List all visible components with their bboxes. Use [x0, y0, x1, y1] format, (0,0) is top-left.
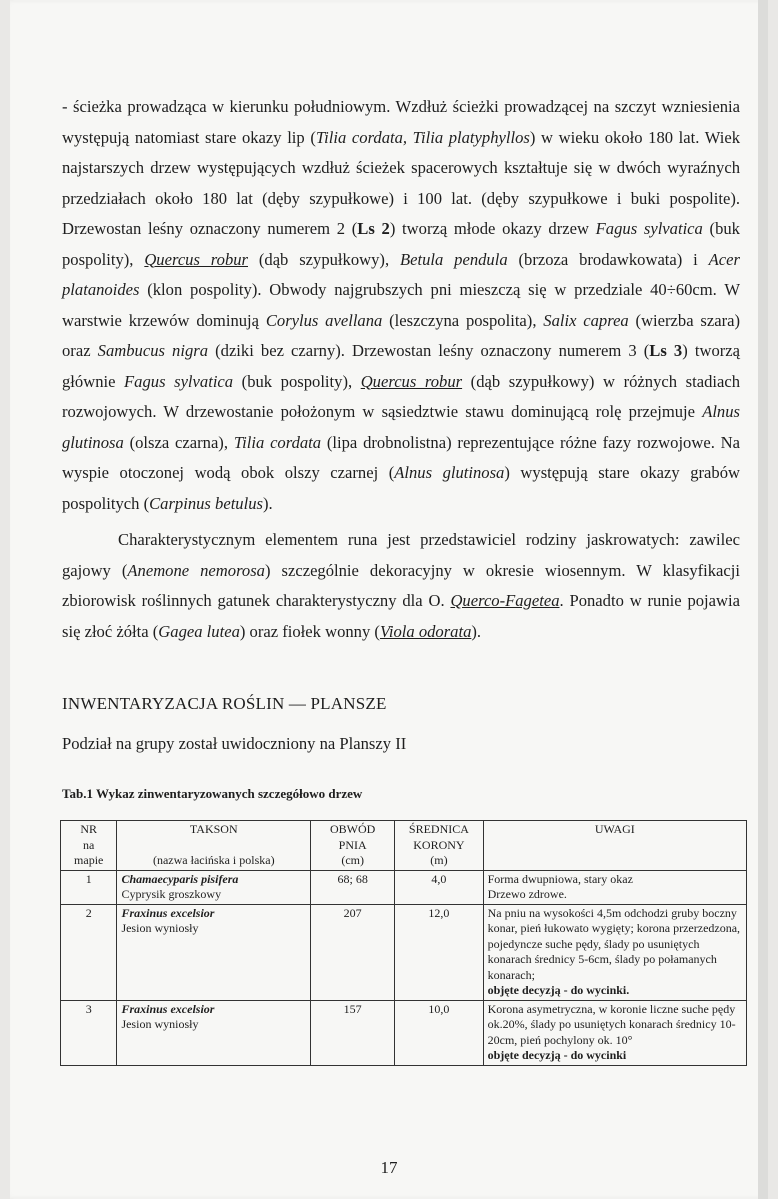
- cell-takson: [117, 904, 311, 1000]
- latin-name: Fraxinus excelsior: [121, 1001, 215, 1016]
- text-segment-p2-7: Viola odorata: [379, 621, 472, 641]
- polish-name: Jesion wyniosły: [121, 1017, 199, 1031]
- cell-takson: [117, 1000, 311, 1065]
- uwagi-line: Na pniu na wysokości 4,5m odchodzi gruby boczny konar, pień łukowato wygięty; korona przerzedzona, pojedyncze suche pędy, ślady po usuniętych konarach średnicy 5-6cm, ślady po połamanych konarach;: [487, 905, 741, 982]
- cell-nr: 2: [61, 904, 117, 1000]
- cell-srednica: 10,0: [395, 1000, 483, 1065]
- cell-uwagi: [483, 904, 746, 1000]
- text-segment-p2-5: Gagea lutea: [158, 621, 240, 641]
- text-segment-p1-25: Alnus glutinosa: [62, 402, 740, 452]
- text-segment-p2-3: Querco-Fagetea: [450, 591, 560, 610]
- decision-note: objęte decyzją - do wycinki.: [487, 983, 630, 997]
- body-text: [62, 92, 740, 647]
- table-body: [61, 870, 747, 1065]
- decision-note: objęte decyzją - do wycinki: [487, 1048, 627, 1062]
- cell-obwod: 207: [311, 904, 395, 1000]
- uwagi-line: Korona asymetryczna, w koronie liczne suche pędy ok.20%, ślady po usuniętych konarach średnicy 10-20cm, pień pochylony ok. 10°: [487, 1001, 736, 1047]
- cell-uwagi: [483, 1000, 746, 1065]
- text-segment-p1-3: Ls 2: [357, 219, 390, 238]
- text-segment-p1-1: Tilia cordata, Tilia platyphyllos: [315, 127, 530, 147]
- document-page: [10, 0, 768, 1199]
- latin-name: Fraxinus excelsior: [121, 905, 215, 920]
- table-header-row: [61, 821, 747, 871]
- table-row: [61, 870, 747, 904]
- text-segment-p1-13: Corylus avellana: [265, 310, 383, 330]
- paragraph-2: Charakterystycznym elementem runa jest przedstawiciel rodziny jaskrowatych: zawilec gajowy (Anemone nemorosa) szczególnie dekoracyjny w okresie wiosennym. W klasyfikacji zbiorowisk roślinnych gatunek charakterystyczny dla O. Querco-Fagetea. Ponadto w runie pojawia się złoć żółta (Gagea lutea) oraz fiołek wonny (Viola odorata).: [62, 530, 740, 641]
- cell-takson: [117, 870, 311, 904]
- text-segment-p1-9: Betula pendula: [399, 249, 508, 269]
- table-caption: Tab.1 Wykaz zinwentaryzowanych szczegółowo drzew: [62, 786, 363, 801]
- header-obwod: OBWÓD PNIA (cm): [311, 821, 395, 871]
- text-segment-p1-27: Tilia cordata: [233, 432, 322, 452]
- text-segment-p1-11: Acer platanoides: [62, 249, 740, 299]
- uwagi-line: Drzewo zdrowe.: [487, 887, 567, 901]
- text-segment-p1-17: Sambucus nigra: [97, 341, 209, 360]
- text-segment-p1-29: Alnus glutinosa: [394, 463, 505, 482]
- cell-srednica: 4,0: [395, 870, 483, 904]
- tree-inventory-table: [60, 820, 747, 1066]
- cell-nr: 1: [61, 870, 117, 904]
- header-takson: TAKSON (nazwa łacińska i polska): [117, 821, 311, 871]
- uwagi-line: Forma dwupniowa, stary okaz: [487, 871, 633, 886]
- header-uwagi: UWAGI: [483, 821, 746, 871]
- section-subtitle: Podział na grupy został uwidoczniony na Planszy II: [62, 734, 407, 753]
- text-segment-p1-19: Ls 3: [649, 341, 683, 360]
- text-segment-p2-1: Anemone nemorosa: [127, 560, 265, 580]
- polish-name: Jesion wyniosły: [121, 921, 199, 935]
- text-segment-p1-21: Fagus sylvatica: [124, 371, 234, 391]
- latin-name: Chamaecyparis pisifera: [121, 871, 239, 886]
- cell-uwagi: [483, 870, 746, 904]
- text-segment-p1-31: Carpinus betulus: [149, 493, 263, 513]
- page-edge: [758, 0, 768, 1199]
- text-segment-p1-15: Salix caprea: [543, 310, 629, 330]
- table-row: [61, 1000, 747, 1065]
- header-nr: NR na mapie: [61, 821, 117, 871]
- header-srednica: ŚREDNICA KORONY (m): [395, 821, 483, 871]
- table-row: [61, 904, 747, 1000]
- section-title: INWENTARYZACJA ROŚLIN — PLANSZE: [62, 694, 387, 713]
- cell-nr: 3: [61, 1000, 117, 1065]
- text-segment-p1-23: Quercus robur: [360, 371, 463, 391]
- cell-obwod: 157: [311, 1000, 395, 1065]
- cell-srednica: 12,0: [395, 904, 483, 1000]
- paragraph-1: - ścieżka prowadząca w kierunku południowym. Wzdłuż ścieżki prowadzącej na szczyt wzniesienia występują natomiast stare okazy lip (Tilia cordata, Tilia platyphyllos) w wieku około 180 lat. Wiek najstarszych drzew występujących wzdłuż ścieżek spacerowych kształtuje się w dwóch wyraźnych przedziałach około 180 lat (dęby szypułkowe) i 100 lat. (dęby szypułkowe i buki pospolite). Drzewostan leśny oznaczony numerem 2 (Ls 2) tworzą młode okazy drzew Fagus sylvatica (buk pospolity), Quercus robur (dąb szypułkowy), Betula pendula (brzoza brodawkowata) i Acer platanoides (klon pospolity). Obwody najgrubszych pni mieszczą się w przedziale 40÷60cm. W warstwie krzewów dominują Corylus avellana (leszczyna pospolita), Salix caprea (wierzba szara) oraz Sambucus nigra (dziki bez czarny). Drzewostan leśny oznaczony numerem 3 (Ls 3) tworzą głównie Fagus sylvatica (buk pospolity), Quercus robur (dąb szypułkowy) w różnych stadiach rozwojowych. W drzewostanie położonym w sąsiedztwie stawu dominującą rolę przejmuje Alnus glutinosa (olsza czarna), Tilia cordata (lipa drobnolistna) reprezentujące różne fazy rozwojowe. Na wyspie otoczonej wodą obok olszy czarnej (Alnus glutinosa) występują stare okazy grabów pospolitych (Carpinus betulus).: [62, 97, 741, 513]
- polish-name: Cyprysik groszkowy: [121, 887, 222, 901]
- page-number: 17: [380, 1158, 398, 1177]
- cell-obwod: 68; 68: [311, 870, 395, 904]
- text-segment-p1-7: Quercus robur: [144, 249, 248, 269]
- text-segment-p1-5: Fagus sylvatica: [595, 219, 703, 238]
